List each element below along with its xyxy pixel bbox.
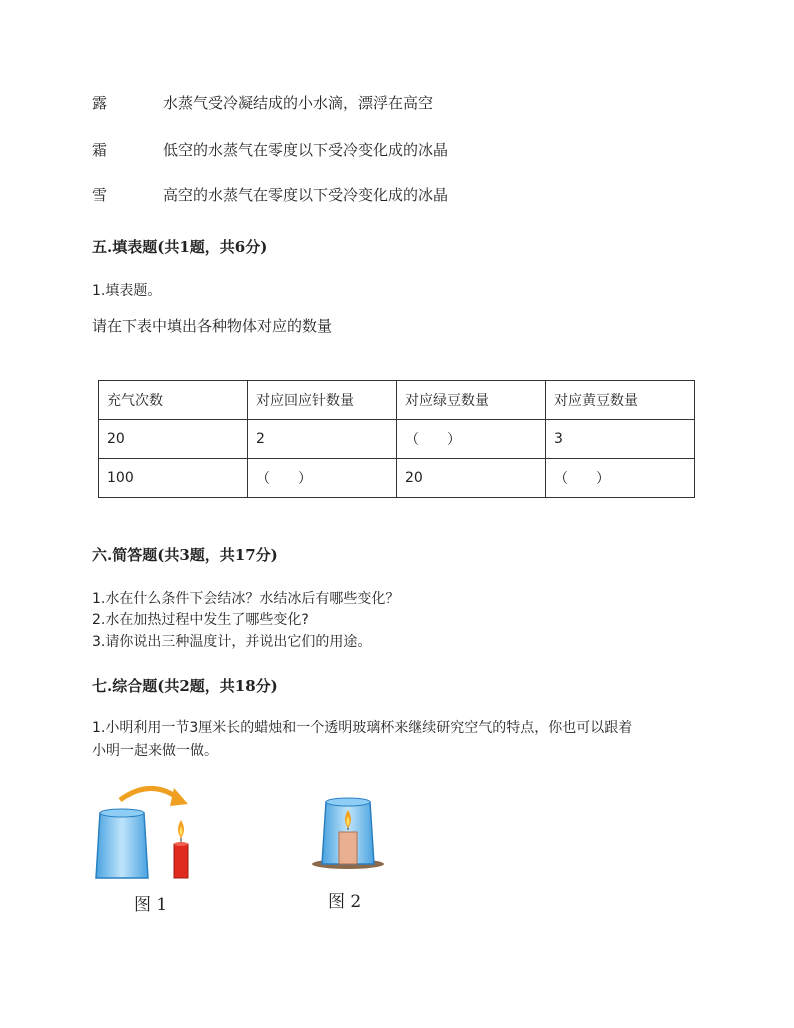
figure2-glass-over-candle-illustration xyxy=(310,796,390,872)
table-cell: 20 xyxy=(397,459,546,498)
table-row xyxy=(99,420,695,459)
table-header-cell: 对应绿豆数量 xyxy=(397,381,546,420)
figure1-caption: 图 1 xyxy=(134,895,168,915)
section5-instruction: 请在下表中填出各种物体对应的数量 xyxy=(92,317,333,335)
candle-icon xyxy=(339,832,357,864)
figure2-caption: 图 2 xyxy=(328,892,362,912)
term-xue: 雪 xyxy=(92,186,108,204)
section7-q1-line2: 小明一起来做一做。 xyxy=(92,743,218,759)
table-cell-blank[interactable]: （ ） xyxy=(248,459,397,498)
table-cell: 20 xyxy=(99,420,248,459)
desc-xue: 高空的水蒸气在零度以下受冷变化成的冰晶 xyxy=(163,186,449,204)
table-cell: 3 xyxy=(546,420,695,459)
term-lu: 露 xyxy=(92,94,108,112)
section7-heading: 七.综合题(共2题，共18分) xyxy=(92,677,278,695)
table-header-cell: 对应黄豆数量 xyxy=(546,381,695,420)
table-header-cell: 充气次数 xyxy=(99,381,248,420)
table-header-row xyxy=(99,381,695,420)
section5-heading: 五.填表题(共1题，共6分) xyxy=(92,238,268,256)
table-cell-blank[interactable]: （ ） xyxy=(397,420,546,459)
term-shuang: 霜 xyxy=(92,141,108,159)
desc-shuang: 低空的水蒸气在零度以下受冷变化成的冰晶 xyxy=(163,141,449,159)
table-cell: 100 xyxy=(99,459,248,498)
fill-table xyxy=(98,380,695,498)
table-header-cell: 对应回应针数量 xyxy=(248,381,397,420)
candle-icon xyxy=(174,844,188,878)
section5-q1: 1.填表题。 xyxy=(92,283,162,299)
desc-lu: 水蒸气受冷凝结成的小水滴，漂浮在高空 xyxy=(163,94,434,112)
table-cell: 2 xyxy=(248,420,397,459)
section6-q3: 3.请你说出三种温度计，并说出它们的用途。 xyxy=(92,634,372,650)
section7-q1-line1: 1.小明利用一节3厘米长的蜡烛和一个透明玻璃杯来继续研究空气的特点，你也可以跟着 xyxy=(92,720,633,736)
section6-q2: 2.水在加热过程中发生了哪些变化? xyxy=(92,612,309,628)
table-row xyxy=(99,459,695,498)
figure1-glass-candle-illustration xyxy=(90,778,210,888)
glass-icon xyxy=(96,813,148,878)
arrow-icon xyxy=(120,788,178,800)
table-cell-blank[interactable]: （ ） xyxy=(546,459,695,498)
section6-heading: 六.简答题(共3题，共17分) xyxy=(92,546,278,564)
section6-q1: 1.水在什么条件下会结冰？水结冰后有哪些变化？ xyxy=(92,591,400,607)
